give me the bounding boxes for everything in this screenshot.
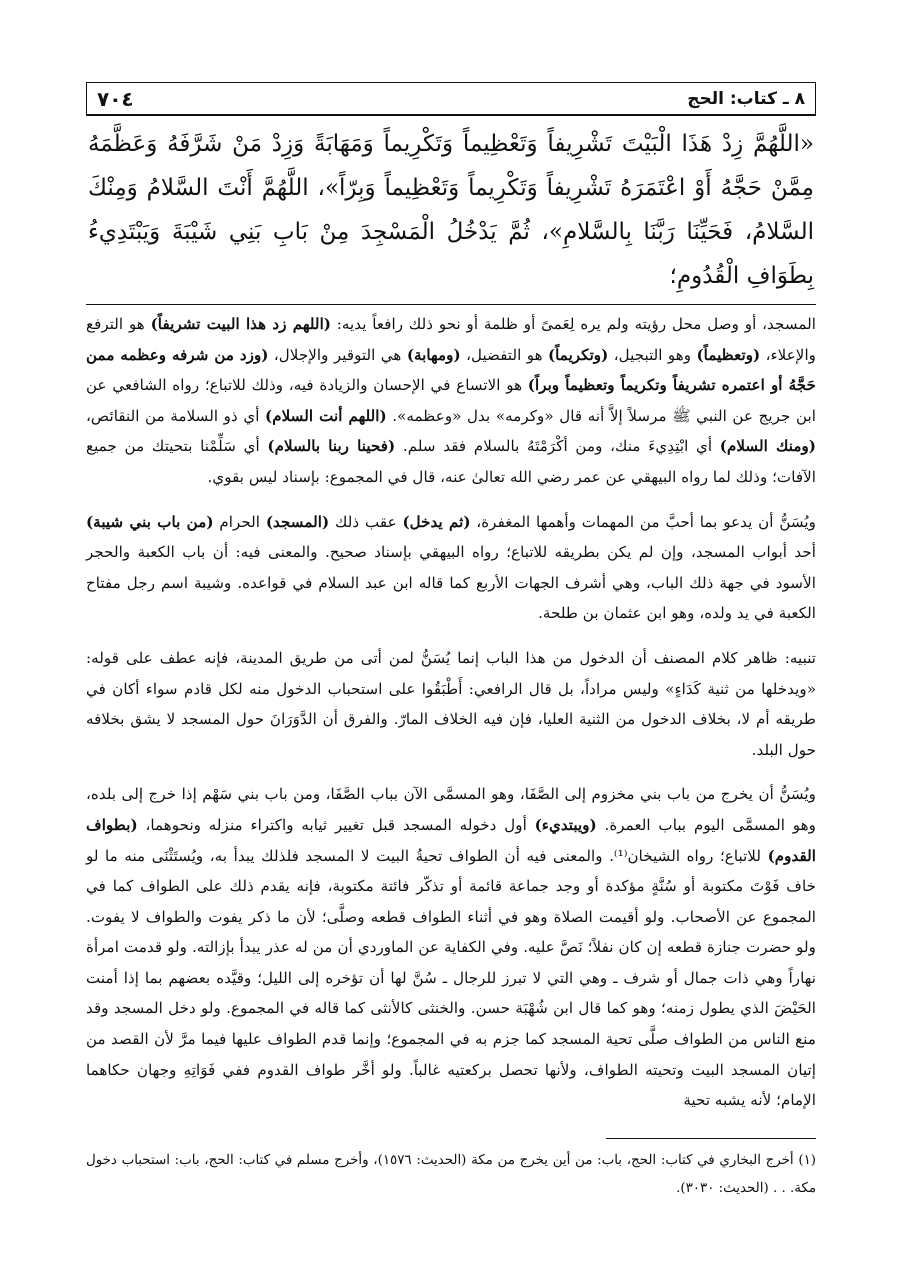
matn-quote: (اللهم زد هذا البيت تشريفاً) (150, 315, 331, 333)
commentary-text: هو الترفع والإعلاء، (86, 315, 816, 364)
matn-quote: (ومنك السلام) (719, 437, 816, 456)
matn-quote: (من باب بني شيبة) (86, 512, 214, 531)
commentary-text: أول دخوله المسجد قبل تغيير ثيابه واكتراء منزله ونحوهما، (137, 815, 535, 834)
matn-divider (86, 304, 816, 305)
page-number: ٧٠٤ (97, 86, 134, 111)
matn-quote: (اللهم أنت السلام) (265, 406, 387, 425)
matn-quote: (وتعظيماً) (696, 345, 761, 364)
commentary-paragraph (86, 309, 816, 493)
commentary-text: هو التفضيل، (460, 345, 548, 364)
commentary-paragraph (86, 507, 816, 629)
matn-quote: (وزد من شرفه وعظمه ممن حَجَّهُ أو اعتمره تشريفاً وتكريماً وتعظيماً وبراً) (86, 345, 817, 395)
commentary-paragraph (86, 643, 816, 765)
matn-quote: (المسجد) (265, 512, 330, 531)
matn-quote: (فحينا ربنا بالسلام) (267, 437, 396, 456)
commentary-paragraph (86, 779, 816, 1116)
commentary-text: أي ابْتِدِيءَ منك، ومن أكْرَمْتَهُ بالسلام فقد سلم. (395, 437, 720, 456)
commentary-text: أي سَلِّمْنا بتحيتك من جميع الآفات؛ وذلك لما رواه البيهقي عن عمر رضي الله تعالىٰ عنه، قال في المجموع: بإسناد ليس بقوي. (86, 437, 816, 486)
commentary-text: تنبيه: ظاهر كلام المصنف أن الدخول من هذا الباب إنما يُسَنُّ لمن أتى من طريق المدينة، فإنه عطف على قوله: «ويدخلها من ثنية كَدَاءٍ» وليس مراداً، بل قال الرافعي: أَطْبَقُوا على استحباب الدخول منه لكل قادم سواء أكان في طريقه أم لا، بخلاف الدخول من الثنية العليا، فإن فيه الخلاف المارّ. والفرق أن الدَّوَرَانَ حول المسجد لا يشق بخلافه حول البلد. (86, 648, 816, 759)
page-header (86, 82, 816, 116)
matn-quote: (ومهابة) (406, 345, 461, 364)
commentary-text: أحد أبواب المسجد، وإن لم يكن بطريقه للاتباع؛ رواه البيهقي بإسناد صحيح. والمعنى فيه: أن باب الكعبة والحجر الأسود في جهة ذلك الباب، وهي أشرف الجهات الأربع كما قاله ابن عبد السلام في قواعده. وشيبة اسم رجل مفتاح الكعبة في يد ولده، وهو ابن عثمان بن طلحة. (86, 543, 816, 623)
commentary-text: ويُسَنُّ أن يدعو بما أحبَّ من المهمات وأهمها المغفرة، (470, 512, 816, 531)
matn-quote: (ويبتديء) (534, 815, 597, 834)
commentary-text: عقب ذلك (329, 512, 403, 531)
commentary-text: هو الاتساع في الإحسان والزيادة فيه، وذلك للاتباع؛ رواه الشافعي عن ابن جريج عن النبي ﷺ مرسلاً إلاَّ أنه قال «وكرمه» بدل «وعظمه». (86, 376, 816, 425)
commentary-text: أي ذو السلامة من النقائص، (86, 406, 266, 425)
commentary-text: الحرام (213, 512, 266, 531)
chapter-title: ٨ ـ كتاب: الحج (687, 88, 805, 109)
matn-quote: (ثم يدخل) (402, 512, 471, 531)
book-page (86, 82, 816, 1203)
footnote: (١) أخرج البخاري في كتاب: الحج، باب: من أين يخرج من مكة (الحديث: ١٥٧٦)، وأخرج مسلم في كتاب: الحج، باب: استحباب دخول مكة. . . (الحديث: ٣٠٣٠). (86, 1152, 817, 1196)
matn-quote: (وتكريماً) (547, 345, 609, 364)
commentary-text: هي التوقير والإجلال، (268, 345, 407, 364)
commentary-text: ويُسَنُّ أن يخرج من باب بني مخزوم إلى الصَّفَا، وهو المسمَّى الآن بباب الصَّفَا، ومن باب بني سَهْم إذا خرج إلى بلده، وهو المسمَّى اليوم بباب العمرة. (86, 785, 817, 834)
commentary-text: وهو التبجيل، (608, 345, 697, 364)
matn-text: «اللَّهُمَّ زِدْ هَذَا الْبَيْتَ تَشْرِيفاً وَتَعْظِيماً وَتَكْرِيماً وَمَهَابَةً وَزِدْ مَنْ شَرَّفَهُ وَعَظَّمَهُ مِمَّنْ حَجَّهُ أَوْ اعْتَمَرَهُ تَشْرِيفاً وَتَكْرِيماً وَتَعْظِيماً وَبِرّاً»، اللَّهُمَّ أَنْتَ السَّلامُ وَمِنْكَ السَّلامُ، فَحَيِّنَا رَبَّنَا بِالسَّلامِ»، ثُمَّ يَدْخُلُ الْمَسْجِدَ مِنْ بَابِ بَنِي شَيْبَةَ وَيَبْتَدِيءُ بِطَوَافِ الْقُدُومِ؛ (88, 131, 814, 289)
commentary-body (86, 309, 816, 1116)
matn-quote: (بطواف القدوم) (86, 815, 816, 865)
footnote-divider (606, 1138, 816, 1139)
commentary-text: للاتباع؛ رواه الشيخان⁽¹⁾. والمعنى فيه أن الطواف تحيةُ البيت لا المسجد فلذلك يبدأ به، ويُستَثْنَى منه ما لو خاف فَوْتَ مكتوبة أو سُنَّةٍ مؤكدة أو وجد جماعة قائمة أو تذكّر فائتة مكتوبة، فإنه يقدم ذلك على الطواف كما في المجموع عن الأصحاب. ولو أقيمت الصلاة وهو في أثناء الطواف قطعه وصلَّى؛ لأن ما ذكر يفوت والطواف لا يفوت. ولو حضرت جنازة قطعه إن كان نفلاً؛ نَصَّ عليه. وفي الكفاية عن الماوردي أن من له عذر يبدأ بإزالته. ولو قدمت امرأة نهاراً وهي ذات جمال أو شرف ـ وهي التي لا تبرز للرجال ـ سُنَّ لها أن تؤخره إلى الليل؛ وقيَّده بعضهم بما إذا أمنت الحَيْضَ الذي يطول زمنه؛ وهو كما قال ابن شُهْبَة حسن. والخنثى كالأنثى كما قاله في المجموع. ولو دخل المسجد وقد منع الناس من الطواف صلَّى تحية المسجد كما جزم به في المجموع؛ وإنما قدم الطواف عليها فيما مرَّ لأن القصد من إتيان المسجد البيت وتحيته الطواف، ولأنها تحصل بركعتيه غالباً. ولو أخَّر طواف القدوم ففي فَوَاتِهِ وجهان حكاهما الإمام؛ لأنه يشبه تحية (86, 846, 816, 1110)
commentary-text: المسجد، أو وصل محل رؤيته ولم يره لِعَمىً أو ظلمة أو نحو ذلك رافعاً يديه: (330, 315, 817, 333)
